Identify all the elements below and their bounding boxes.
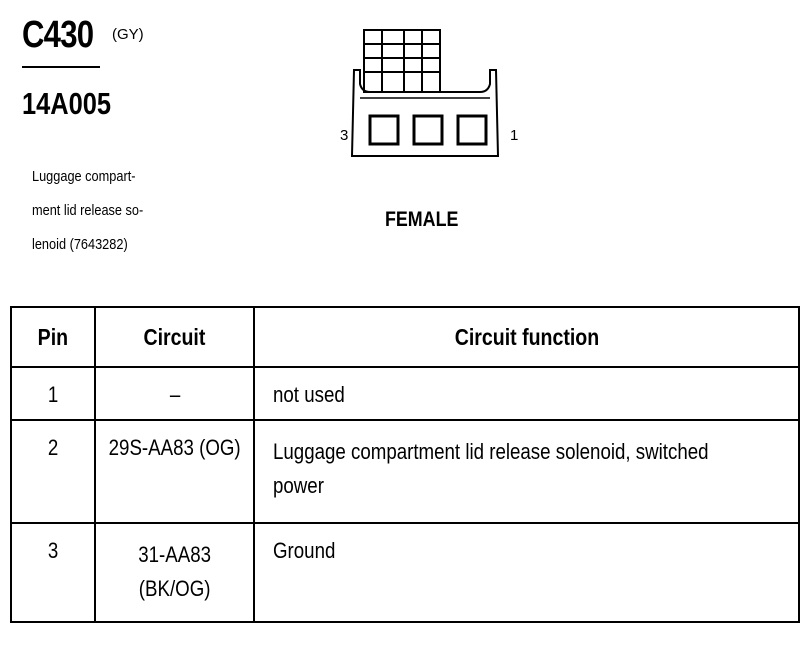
- part-number: 14A005: [22, 86, 112, 121]
- pin-label-right: 1: [510, 127, 519, 144]
- description-line: Luggage compart-: [32, 168, 136, 185]
- column-header-circuit: Circuit: [95, 307, 254, 367]
- description-line: lenoid (7643282): [32, 236, 128, 253]
- title-divider: [22, 66, 100, 68]
- table-row: [11, 367, 799, 420]
- connector-id: C430: [22, 14, 94, 56]
- cell-circuit: 31-AA83 (BK/OG): [95, 523, 254, 622]
- cell-function: Luggage compartment lid release solenoid, switched power: [254, 420, 799, 523]
- table-row: [11, 420, 799, 523]
- connector-gender-label: FEMALE: [385, 208, 459, 231]
- cell-pin: 3: [11, 523, 95, 622]
- table-row: [11, 523, 799, 622]
- column-header-function: Circuit function: [254, 307, 799, 367]
- cell-function: Ground: [254, 523, 799, 622]
- cell-circuit: –: [95, 367, 254, 420]
- connector-latch: [364, 30, 440, 92]
- connector-color-code: (GY): [112, 26, 144, 43]
- column-header-pin: Pin: [11, 307, 95, 367]
- connector-face-diagram: [330, 28, 530, 168]
- table-header-row: [11, 307, 799, 367]
- cell-pin: 2: [11, 420, 95, 523]
- pin-cavity-1: [458, 116, 486, 144]
- pin-label-left: 3: [340, 127, 349, 144]
- pin-cavity-2: [414, 116, 442, 144]
- cell-circuit: 29S-AA83 (OG): [95, 420, 254, 523]
- connector-description: [32, 160, 160, 262]
- description-line: ment lid release so-: [32, 202, 144, 219]
- pin-table: [10, 306, 800, 623]
- pin-cavity-3: [370, 116, 398, 144]
- cell-function: not used: [254, 367, 799, 420]
- cell-pin: 1: [11, 367, 95, 420]
